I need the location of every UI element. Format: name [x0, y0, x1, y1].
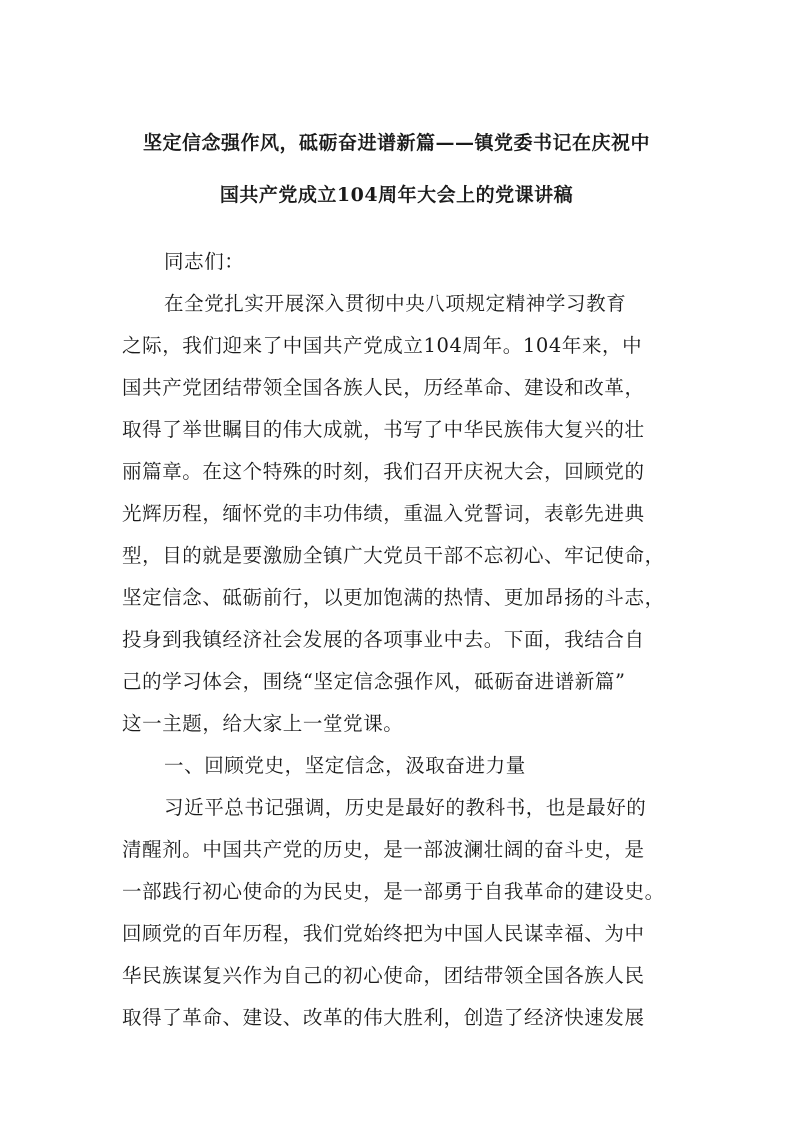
- section-heading: 一、回顾党史，坚定信念，汲取奋进力量: [164, 754, 526, 777]
- paragraph-line: 华民族谋复兴作为自己的初心使命，团结带领全国各族人民: [122, 964, 645, 987]
- paragraph-line: 在全党扎实开展深入贯彻中央八项规定精神学习教育: [164, 292, 627, 315]
- paragraph-line: 取得了革命、建设、改革的伟大胜利，创造了经济快速发展: [122, 1006, 645, 1029]
- document-title-line-1: 坚定信念强作风，砥砺奋进谱新篇——镇党委书记在庆祝中: [142, 132, 650, 154]
- paragraph-line: 回顾党的百年历程，我们党始终把为中国人民谋幸福、为中: [122, 922, 645, 945]
- paragraph-line: 型，目的就是要激励全镇广大党员干部不忘初心、牢记使命，: [122, 544, 665, 567]
- document-title-line-2: 国共产党成立104周年大会上的党课讲稿: [219, 184, 574, 206]
- paragraph-line: 国共产党团结带领全国各族人民，历经革命、建设和改革，: [122, 376, 645, 399]
- paragraph-line: 之际，我们迎来了中国共产党成立104周年。104年来，中: [122, 334, 643, 357]
- paragraph-line: 光辉历程，缅怀党的丰功伟绩，重温入党誓词，表彰先进典: [122, 502, 645, 525]
- paragraph-line: 习近平总书记强调，历史是最好的教科书，也是最好的: [164, 796, 647, 819]
- salutation: 同志们：: [164, 250, 245, 273]
- paragraph-line: 丽篇章。在这个特殊的时刻，我们召开庆祝大会，回顾党的: [122, 460, 645, 483]
- paragraph-line: 投身到我镇经济社会发展的各项事业中去。下面，我结合自: [122, 628, 645, 651]
- paragraph-line: 己的学习体会，围绕“坚定信念强作风，砥砺奋进谱新篇”: [122, 670, 626, 693]
- paragraph-line: 坚定信念、砥砺前行，以更加饱满的热情、更加昂扬的斗志，: [122, 586, 665, 609]
- paragraph-line: 清醒剂。中国共产党的历史，是一部波澜壮阔的奋斗史，是: [122, 838, 645, 861]
- paragraph-line: 这一主题，给大家上一堂党课。: [122, 712, 404, 735]
- paragraph-line: 一部践行初心使命的为民史，是一部勇于自我革命的建设史。: [122, 880, 665, 903]
- paragraph-line: 取得了举世瞩目的伟大成就，书写了中华民族伟大复兴的壮: [122, 418, 645, 441]
